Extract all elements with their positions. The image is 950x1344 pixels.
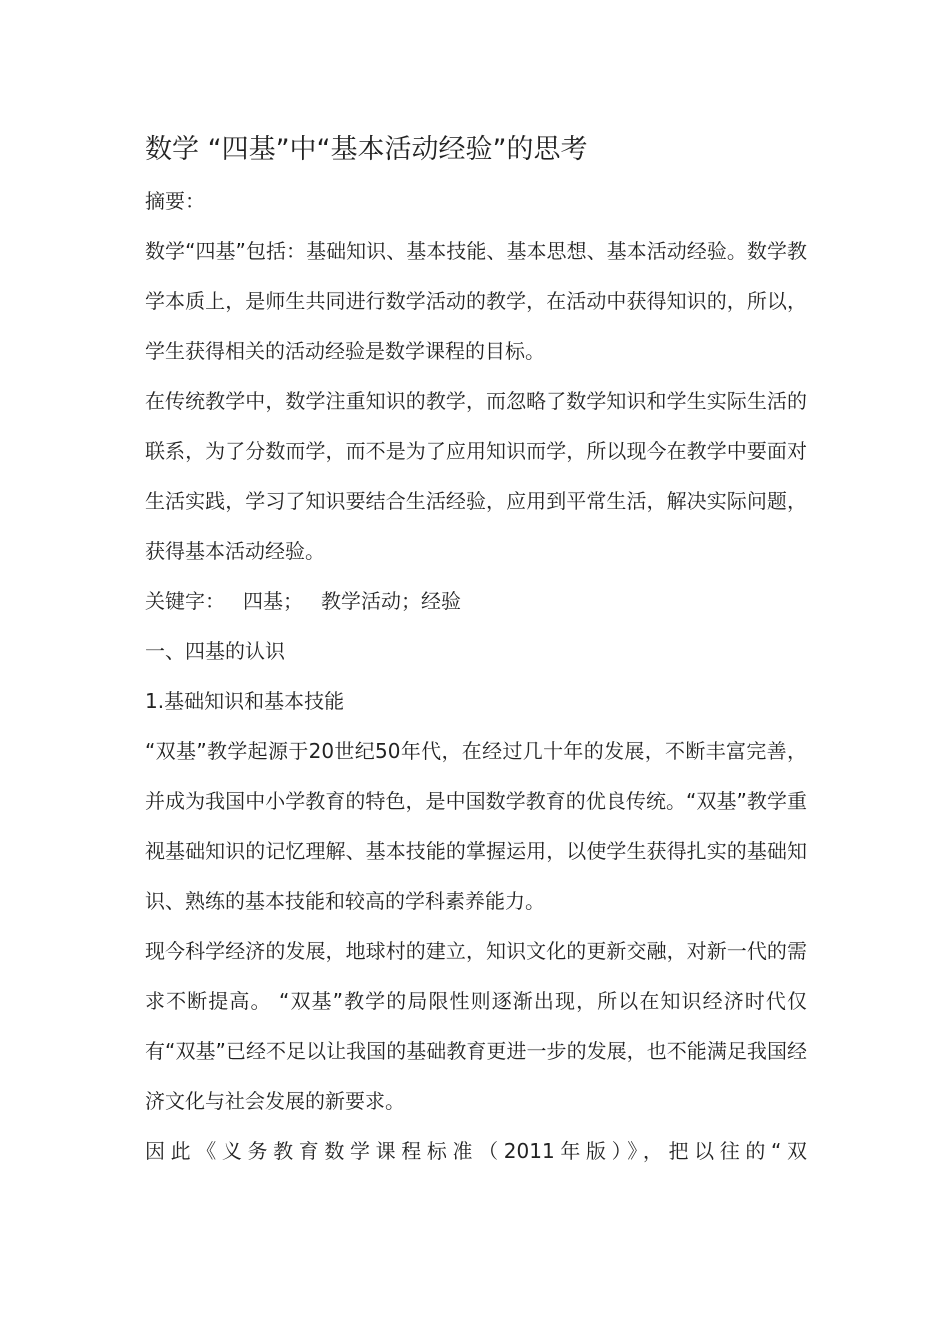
body-paragraph-3: 因此《义务教育数学课程标准（2011年版）》，把以往的“双: [145, 1139, 807, 1163]
document-title: 数学 “四基”中“基本活动经验”的思考: [145, 134, 588, 165]
document-page: [145, 128, 807, 1176]
section-heading: 一、四基的认识: [145, 639, 285, 663]
keyword-item: 四基；: [243, 589, 303, 613]
subsection-heading: 1.基础知识和基本技能: [145, 689, 345, 713]
keywords-label: 关键字：: [145, 589, 225, 613]
abstract-paragraph-2: 在传统教学中，数学注重知识的教学，而忽略了数学知识和学生实际生活的联系，为了分数而学，而不是为了应用知识而学，所以现今在教学中要面对生活实践，学习了知识要结合生活经验，应用到平常生活，解决实际问题，获得基本活动经验。: [145, 389, 807, 563]
keywords-line: [145, 576, 807, 626]
abstract-paragraph-1: 数学“四基”包括：基础知识、基本技能、基本思想、基本活动经验。数学教学本质上，是师生共同进行数学活动的教学，在活动中获得知识的，所以，学生获得相关的活动经验是数学课程的目标。: [145, 239, 807, 363]
body-paragraph-1: “双基”教学起源于20世纪50年代，在经过几十年的发展，不断丰富完善，并成为我国中小学教育的特色，是中国数学教育的优良传统。“双基”教学重视基础知识的记忆理解、基本技能的掌握运用，以使学生获得扎实的基础知识、熟练的基本技能和较高的学科素养能力。: [145, 739, 807, 913]
keyword-item: 教学活动；经验: [321, 589, 461, 613]
abstract-label: 摘要：: [145, 189, 205, 213]
body-paragraph-2: 现今科学经济的发展，地球村的建立，知识文化的更新交融，对新一代的需求不断提高。 “双基”教学的局限性则逐渐出现，所以在知识经济时代仅有“双基”已经不足以让我国的基础教育更进一步的发展，也不能满足我国经济文化与社会发展的新要求。: [145, 939, 807, 1113]
